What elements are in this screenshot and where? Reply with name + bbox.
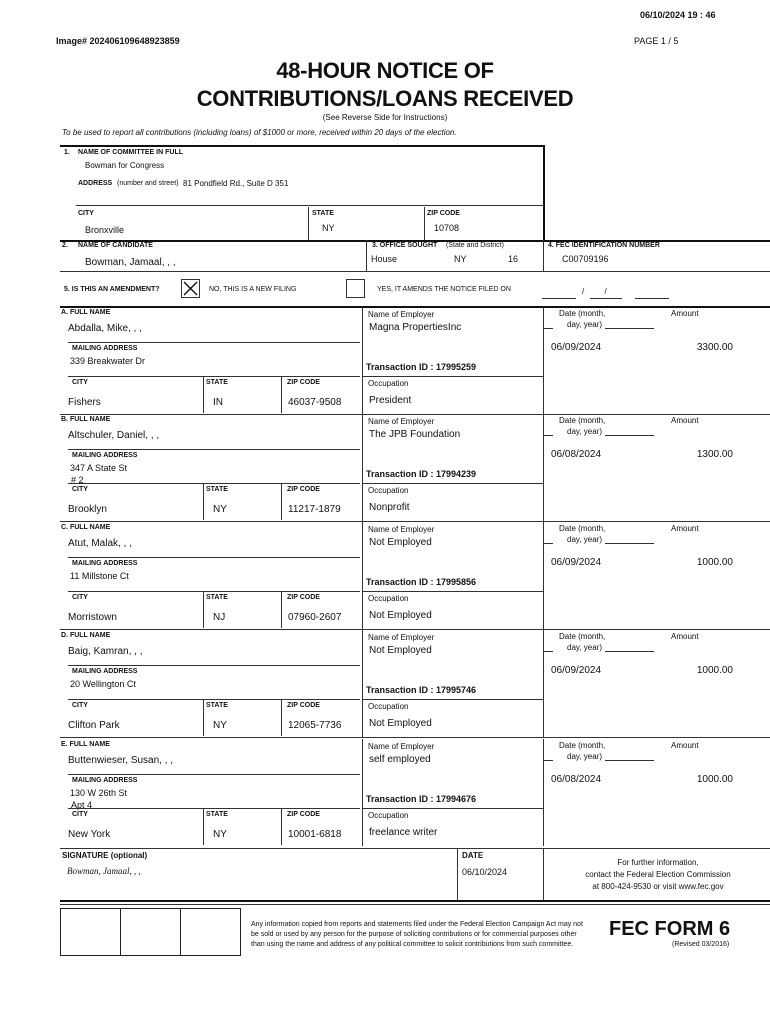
contributor-zip: 10001-6818 <box>288 829 342 840</box>
contribution-date: 06/08/2024 <box>551 449 602 460</box>
entry-date-tick-right <box>605 543 654 544</box>
office-use-boxes <box>60 908 241 956</box>
signature-divider-1 <box>457 848 458 900</box>
mailing-address-label: MAILING ADDRESS <box>72 668 138 675</box>
mailing-address-line1: 20 Wellington Ct <box>70 679 136 689</box>
state-label: STATE <box>206 702 228 709</box>
signature-divider-2 <box>543 848 544 900</box>
contributor-state: IN <box>213 397 223 408</box>
entry-occupation-line <box>362 376 544 377</box>
committee-city: Bronxville <box>85 225 125 235</box>
entry-column-divider-2 <box>543 630 544 737</box>
office-district: 16 <box>508 254 519 264</box>
disclaimer-line2: be sold or used by any person for the purpose of soliciting contributions or for commercial purposes other <box>251 931 577 938</box>
mailing-address-line1: 347 A State St <box>70 463 128 473</box>
form-title-line2: CONTRIBUTIONS/LOANS RECEIVED <box>196 86 574 111</box>
entry-occupation-line <box>362 808 544 809</box>
contribution-amount: 1000.00 <box>696 557 733 568</box>
no-new-filing-checkbox[interactable] <box>181 279 200 298</box>
amend-date-month-line <box>542 298 576 299</box>
fec-info-line3: at 800-424-9530 or visit www.fec.gov <box>592 882 724 891</box>
date-label-line2: day, year) <box>567 320 602 329</box>
disclaimer-line1: Any information copied from reports and statements filed under the Federal Election Campaign Act may not <box>251 921 583 928</box>
image-id: Image# 202406109648923859 <box>56 36 180 46</box>
office-state: NY <box>454 254 467 264</box>
entry-full-name-label: E. FULL NAME <box>61 741 110 748</box>
entry-column-divider-1 <box>362 630 363 737</box>
candidate-divider-2 <box>543 240 544 271</box>
entry-name-line <box>68 774 360 775</box>
mailing-address-label: MAILING ADDRESS <box>72 560 138 567</box>
amendment-bottom-line <box>60 306 770 308</box>
contribution-date: 06/09/2024 <box>551 342 602 353</box>
form-name: FEC FORM 6 <box>609 918 731 940</box>
date-label-line2: day, year) <box>567 752 602 761</box>
entry-city-divider <box>203 592 204 628</box>
fec-id: C00709196 <box>562 254 609 264</box>
yes-amends-label: YES, IT AMENDS THE NOTICE FILED ON <box>377 286 511 293</box>
amount-label: Amount <box>671 632 699 641</box>
entry-full-name-label: D. FULL NAME <box>61 632 111 639</box>
mailing-address-line1: 11 Millstone Ct <box>70 571 129 581</box>
city-label: CITY <box>72 379 88 386</box>
entry-address-line <box>68 808 360 809</box>
contributor-employer: Magna PropertiesInc <box>369 322 462 333</box>
entry-city-divider <box>203 700 204 736</box>
signature-value: Bowman, Jamaal, , , <box>67 866 141 876</box>
committee-state-label: STATE <box>312 210 334 217</box>
candidate-number: 2. <box>62 242 68 249</box>
entry-bottom-line <box>60 521 770 522</box>
committee-divider-2 <box>424 207 425 240</box>
occupation-label: Occupation <box>368 811 409 820</box>
contributor-state: NJ <box>213 612 226 623</box>
entry-date-tick-right <box>605 651 654 652</box>
signature-date: 06/10/2024 <box>462 867 508 877</box>
state-label: STATE <box>206 811 228 818</box>
entry-address-line <box>68 376 360 377</box>
signature-top-line <box>60 848 770 849</box>
no-new-filing-label: NO, THIS IS A NEW FILING <box>209 286 297 293</box>
occupation-label: Occupation <box>368 594 409 603</box>
contribution-amount: 1300.00 <box>696 449 733 460</box>
employer-label: Name of Employer <box>368 525 435 534</box>
contributor-city: Brooklyn <box>68 504 107 515</box>
committee-divider-1 <box>308 207 309 240</box>
contributor-city: Fishers <box>68 397 101 408</box>
signature-label: SIGNATURE (optional) <box>62 851 148 860</box>
office-use-divider-2 <box>180 909 181 955</box>
contributor-zip: 11217-1879 <box>288 504 341 515</box>
zip-label: ZIP CODE <box>287 811 320 818</box>
state-label: STATE <box>206 594 228 601</box>
entry-full-name-label: A. FULL NAME <box>61 309 111 316</box>
entry-full-name-label: B. FULL NAME <box>61 416 111 423</box>
entry-column-divider-1 <box>362 522 363 629</box>
date-label-line2: day, year) <box>567 427 602 436</box>
state-label: STATE <box>206 379 228 386</box>
entry-occupation-line <box>362 483 544 484</box>
contribution-amount: 3300.00 <box>696 342 733 353</box>
entry-address-line <box>68 483 360 484</box>
entry-date-tick-right <box>605 435 654 436</box>
entry-state-divider <box>281 484 282 520</box>
check-x-icon <box>182 280 199 297</box>
form-revised: (Revised 03/2016) <box>672 941 730 948</box>
entry-date-tick-right <box>605 328 654 329</box>
contributor-occupation: freelance writer <box>369 827 438 838</box>
amend-date-day-line <box>590 298 622 299</box>
entry-date-tick-left <box>543 435 553 436</box>
entry-bottom-line <box>60 629 770 630</box>
signature-bottom-line <box>60 900 770 902</box>
entry-state-divider <box>281 700 282 736</box>
contributor-state: NY <box>213 504 227 515</box>
committee-number: 1. <box>64 149 70 156</box>
city-label: CITY <box>72 486 88 493</box>
committee-right-border <box>543 145 545 240</box>
form-title-line1: 48-HOUR NOTICE OF <box>276 58 494 83</box>
contributor-name: Abdalla, Mike, , , <box>68 323 142 334</box>
yes-amends-checkbox[interactable] <box>346 279 365 298</box>
contributor-occupation: Nonprofit <box>369 502 410 513</box>
print-datetime: 06/10/2024 19 : 46 <box>640 10 716 20</box>
entry-column-divider-2 <box>543 307 544 414</box>
contribution-date: 06/08/2024 <box>551 774 602 785</box>
office-hint: (State and District) <box>446 242 504 249</box>
contributor-city: New York <box>68 829 111 840</box>
date-label-line2: day, year) <box>567 535 602 544</box>
contributor-zip: 12065-7736 <box>288 720 342 731</box>
contributor-employer: The JPB Foundation <box>369 429 461 440</box>
entry-state-divider <box>281 592 282 628</box>
entry-bottom-line <box>60 414 770 415</box>
candidate-name-label: NAME OF CANDIDATE <box>78 242 153 249</box>
committee-zip-label: ZIP CODE <box>427 210 460 217</box>
entry-date-tick-left <box>543 651 553 652</box>
mailing-address-label: MAILING ADDRESS <box>72 345 138 352</box>
entry-name-line <box>68 449 360 450</box>
contributor-city: Morristown <box>68 612 117 623</box>
entry-date-tick-left <box>543 543 553 544</box>
entry-state-divider <box>281 809 282 845</box>
contributor-employer: Not Employed <box>369 645 432 656</box>
contributor-state: NY <box>213 720 227 731</box>
entry-occupation-line <box>362 591 544 592</box>
entry-column-divider-1 <box>362 739 363 846</box>
employer-label: Name of Employer <box>368 742 435 751</box>
committee-address-label: ADDRESS <box>78 180 113 187</box>
state-label: STATE <box>206 486 228 493</box>
contributor-zip: 07960-2607 <box>288 612 342 623</box>
office-label: 3. OFFICE SOUGHT <box>372 242 438 249</box>
occupation-label: Occupation <box>368 379 409 388</box>
transaction-id: Transaction ID : 17994239 <box>366 469 477 479</box>
employer-label: Name of Employer <box>368 310 435 319</box>
mailing-address-line2: Apt 4 <box>71 800 93 810</box>
zip-label: ZIP CODE <box>287 486 320 493</box>
amend-date-slashes: / / <box>582 287 607 296</box>
transaction-id: Transaction ID : 17995259 <box>366 362 477 372</box>
entry-bottom-line <box>60 737 770 738</box>
amount-label: Amount <box>671 524 699 533</box>
committee-address-line <box>76 205 543 206</box>
office-value: House <box>371 254 398 264</box>
contributor-city: Clifton Park <box>68 720 120 731</box>
entry-column-divider-1 <box>362 414 363 521</box>
candidate-bottom-line <box>60 271 770 272</box>
employer-label: Name of Employer <box>368 417 435 426</box>
candidate-divider-1 <box>366 240 367 271</box>
amount-label: Amount <box>671 416 699 425</box>
zip-label: ZIP CODE <box>287 702 320 709</box>
disclaimer-line3: than using the name and address of any political committee to solicit contributions from such committee. <box>251 941 574 948</box>
committee-address: 81 Pondfield Rd., Suite D 351 <box>183 179 289 188</box>
office-use-divider-1 <box>120 909 121 955</box>
mailing-address-label: MAILING ADDRESS <box>72 452 138 459</box>
city-label: CITY <box>72 811 88 818</box>
entry-name-line <box>68 557 360 558</box>
contributor-state: NY <box>213 829 227 840</box>
occupation-label: Occupation <box>368 486 409 495</box>
contribution-amount: 1000.00 <box>696 774 733 785</box>
amount-label: Amount <box>671 741 699 750</box>
contributor-employer: Not Employed <box>369 537 432 548</box>
signature-date-label: DATE <box>462 851 484 860</box>
contributor-name: Buttenwieser, Susan, , , <box>68 755 174 766</box>
transaction-id: Transaction ID : 17994676 <box>366 794 477 804</box>
entry-city-divider <box>203 377 204 413</box>
mailing-address-line1: 339 Breakwater Dr <box>70 356 146 366</box>
entry-occupation-line <box>362 699 544 700</box>
signature-bottom-line-2 <box>60 904 770 905</box>
entry-name-line <box>68 665 360 666</box>
intro-note: To be used to report all contributions (including loans) of $1000 or more, received within 20 days of the election. <box>62 128 457 137</box>
fec-info-line1: For further information, <box>617 858 699 867</box>
date-label-line2: day, year) <box>567 643 602 652</box>
fec-id-label: 4. FEC IDENTIFICATION NUMBER <box>548 242 660 249</box>
entry-date-tick-right <box>605 760 654 761</box>
city-label: CITY <box>72 702 88 709</box>
entry-city-divider <box>203 484 204 520</box>
entry-column-divider-2 <box>543 414 544 521</box>
contributor-name: Atut, Malak, , , <box>68 538 132 549</box>
entry-date-tick-left <box>543 328 553 329</box>
committee-name-label: NAME OF COMMITTEE IN FULL <box>78 149 183 156</box>
contribution-date: 06/09/2024 <box>551 557 602 568</box>
entry-date-tick-left <box>543 760 553 761</box>
entry-state-divider <box>281 377 282 413</box>
entry-column-divider-2 <box>543 522 544 629</box>
transaction-id: Transaction ID : 17995856 <box>366 577 477 587</box>
amount-label: Amount <box>671 309 699 318</box>
mailing-address-line1: 130 W 26th St <box>70 788 128 798</box>
employer-label: Name of Employer <box>368 633 435 642</box>
committee-state: NY <box>322 223 335 233</box>
contributor-occupation: Not Employed <box>369 718 432 729</box>
contributor-name: Altschuler, Daniel, , , <box>68 430 160 441</box>
contributor-employer: self employed <box>369 754 431 765</box>
date-label-line1: Date (month, <box>559 524 606 533</box>
committee-city-label: CITY <box>78 210 94 217</box>
date-label-line1: Date (month, <box>559 741 606 750</box>
see-reverse-note: (See Reverse Side for Instructions) <box>322 113 448 122</box>
mailing-address-label: MAILING ADDRESS <box>72 777 138 784</box>
transaction-id: Transaction ID : 17995746 <box>366 685 477 695</box>
entry-address-line <box>68 699 360 700</box>
entry-name-line <box>68 342 360 343</box>
entry-column-divider-2 <box>543 739 544 846</box>
contribution-date: 06/09/2024 <box>551 665 602 676</box>
mailing-address-line2: # 2 <box>71 475 84 485</box>
amend-date-year-line <box>635 298 669 299</box>
date-label-line1: Date (month, <box>559 632 606 641</box>
fec-info-line2: contact the Federal Election Commission <box>585 870 731 879</box>
date-label-line1: Date (month, <box>559 416 606 425</box>
entry-city-divider <box>203 809 204 845</box>
contributor-name: Baig, Kamran, , , <box>68 646 143 657</box>
zip-label: ZIP CODE <box>287 594 320 601</box>
contributor-occupation: President <box>369 395 412 406</box>
candidate-name: Bowman, Jamaal, , , <box>85 257 176 268</box>
city-label: CITY <box>72 594 88 601</box>
occupation-label: Occupation <box>368 702 409 711</box>
committee-name: Bowman for Congress <box>85 161 165 170</box>
contributor-occupation: Not Employed <box>369 610 432 621</box>
amendment-label: 5. IS THIS AN AMENDMENT? <box>64 286 160 293</box>
zip-label: ZIP CODE <box>287 379 320 386</box>
entry-full-name-label: C. FULL NAME <box>61 524 111 531</box>
committee-address-hint: (number and street) <box>117 180 179 187</box>
contributor-zip: 46037-9508 <box>288 397 342 408</box>
page-number: PAGE 1 / 5 <box>634 36 679 46</box>
entry-column-divider-1 <box>362 307 363 414</box>
date-label-line1: Date (month, <box>559 309 606 318</box>
committee-zip: 10708 <box>434 223 460 233</box>
committee-top-border <box>60 145 545 147</box>
entry-address-line <box>68 591 360 592</box>
contribution-amount: 1000.00 <box>696 665 733 676</box>
